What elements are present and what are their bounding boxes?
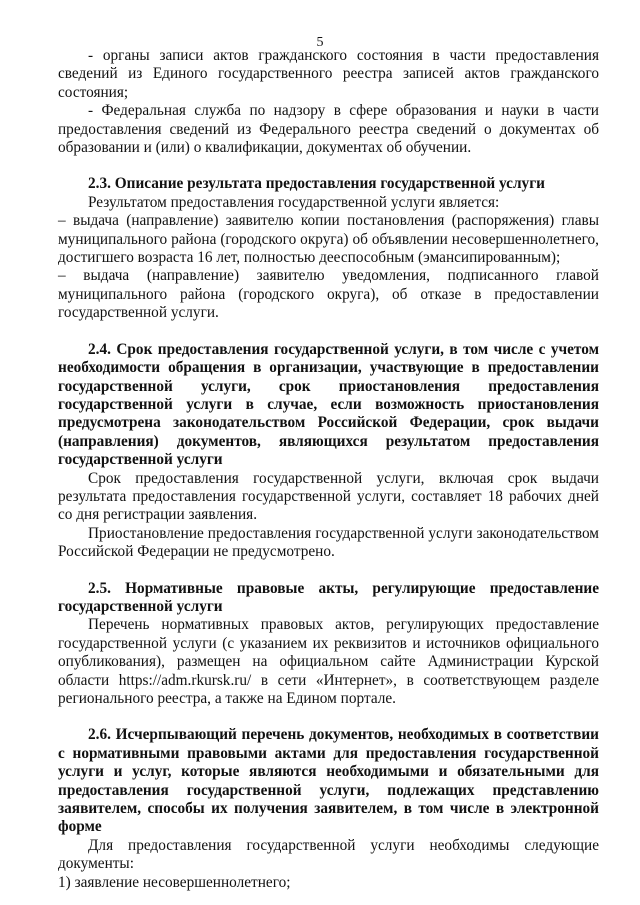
page-number: 5: [316, 35, 324, 50]
section-heading: 2.4. Срок предоставления государственной услуги, в том числе с учетом необходимости обращения в организации, участвующие в предоставлении государственной услуги, срок приостановления предоставления государственной услуги в случае, если возможность приостановления предусмотрена законодательством Российской Федерации, срок выдачи (направления) документов, являющихся результатом предоставления государственной услуги: [58, 340, 599, 469]
list-item: 1) заявление несовершеннолетнего;: [58, 873, 291, 891]
paragraph: Результатом предоставления государственной услуги является:: [88, 193, 500, 211]
document-body: [58, 47, 599, 892]
section-heading: 2.5. Нормативные правовые акты, регулирующие предоставление государственной услуги: [58, 579, 599, 615]
paragraph: Срок предоставления государственной услуги, включая срок выдачи результата предоставления государственной услуги, составляет 18 рабочих дней со дня регистрации заявления.: [58, 469, 599, 524]
paragraph: – выдача (направление) заявителю копии постановления (распоряжения) главы муниципального района (городского округа) об объявлении несовершеннолетнего, достигшего возраста 16 лет, полностью дееспособным (эмансипированным);: [58, 212, 599, 267]
section-heading: 2.6. Исчерпывающий перечень документов, необходимых в соответствии с нормативными правовыми актами для предоставления государственной услуги и услуг, которые являются необходимыми и обязательными для предоставления государственной услуги, подлежащих представлению заявителем, способы их получения заявителем, в том числе в электронной форме: [58, 726, 599, 836]
paragraph: - органы записи актов гражданского состояния в части предоставления сведений из Единого государственного реестра записей актов гражданского состояния;: [58, 47, 599, 101]
paragraph: – выдача (направление) заявителю уведомления, подписанного главой муниципального района (городского округа), об отказе в предоставлении государственной услуги.: [58, 267, 599, 322]
paragraph: Приостановление предоставления государственной услуги законодательством Российской Федерации не предусмотрено.: [58, 524, 599, 561]
section-heading: 2.3. Описание результата предоставления государственной услуги: [88, 175, 545, 193]
paragraph: Перечень нормативных правовых актов, регулирующих предоставление государственной услуги (с указанием их реквизитов и источников официального опубликования), размещен на официальном сайте Администрации Курской области https://adm.rkursk.ru/ в сети «Интернет», в соответствующем разделе регионального реестра, а также на Едином портале.: [58, 616, 599, 707]
paragraph: Для предоставления государственной услуги необходимы следующие документы:: [58, 836, 599, 873]
paragraph: - Федеральная служба по надзору в сфере образования и науки в части предоставления сведений из Федерального реестра сведений о документах об образовании и (или) о квалификации, документах об обучении.: [58, 102, 599, 157]
